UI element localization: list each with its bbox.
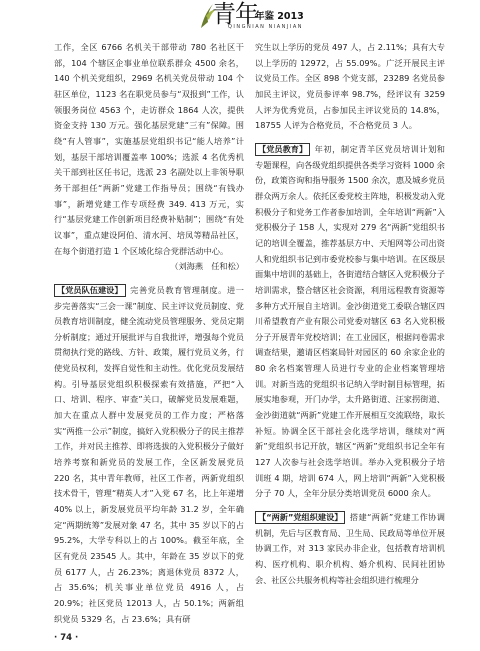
right-column bbox=[255, 40, 445, 588]
logo-year-label: 年鉴 2013 bbox=[255, 11, 304, 22]
logo-subtitle: QINGNIAN NIANJIAN bbox=[228, 24, 303, 30]
left-column bbox=[54, 40, 244, 627]
paragraph: 工作，全区 6766 名机关干部带动 780 名社区干部，104 个辖区企事业单位联系群众 4500 余名，140 个机关党组织，2969 名机关党员带动 104 个驻区单位，1123 名在职党员参与“双报到”工作，认领服务岗位 4563 个，走访群众 1864 人次，提供资金支持 130 万元。强化基层党建“三有”保障。围绕“有人管事”，实施基层党组织书记“能人培养”计划，基层干部培训覆盖率 100%；选派 4 名优秀机关干部到社区任书记，选派 23 名副处以上非领导职务干部担任“两新”党建工作指导员；围绕“有钱办事”，新增党建工作专项经费 349. 413 万元，实行“基层党建工作创新项目经费补贴制”；围绕“有处议事”，重点建设阿伯、清水河、培凤等精品社区，在每个街道打造 1 个区域化综合党群活动中心。 bbox=[54, 42, 244, 256]
paragraph: 年初，制定青羊区党员培训计划和专题课程，向各级党组织提供各类学习资料 1000 余份，政策咨询和指导服务 1500 余次，惠及城乡党员群众两万余人。依托区委党校主阵地，积极发动入党积极分子和党务工作者参加培训，全年培训“两新”入党积极分子 158 人，实现对 279 名“两新”党组织书记的培训全覆盖，推荐基层方中、天旭网等公司出资人和党组织书记到市委党校参与集中培训。在区级层面集中培训的基础上，各街道结合辖区入党积极分子培训需求，整合辖区社会资源，利用远程教育资源等多种方式开展自主培训。金沙街道党工委联合辖区四川希望教育产业有限公司党委对辖区 63 名入党积极分子开展青年党校培训；在工业园区，根据问卷需求调查结果，邀请区档案局针对园区的 60 余家企业的 80 余名档案管理人员进行专业的企业档案管理培训。对新当选的党组织书记纳入学时制目标管理，拓展实地参观，开门办学，太升路街道、汪家拐街道、金沙街道就“两新”党建工作开展相互交流联络，取长补短。协调全区干部社会化选学培训，继续对“两新”党组织书记开放，辖区“两新”党组织书记全年有 127 人次参与社会选学培训。举办入党积极分子培训班 4 期，培训 674 人，网上培训“两新”入党积极分子 70 人，全年分层分类培训党员 6000 余人。 bbox=[255, 143, 445, 499]
paragraph: 搭建“两新”党建工作协调机制，先后与区教育局、卫生局、民政局等单位开展协调工作，对 313 家民办非企业，包括教育培训机构、医疗机构、职介机构、婚介机构、民间社团协会、社区公共服务机构等社会组织进行梳理分 bbox=[255, 512, 445, 585]
author-signature: （刘海燕 任和松） bbox=[170, 261, 244, 272]
section-title: 【“两新”党组织建设】 bbox=[255, 511, 345, 524]
page-number: · 74 · bbox=[54, 633, 79, 643]
section-title: 【党员教育】 bbox=[255, 143, 310, 156]
section-title: 【党员队伍建设】 bbox=[54, 284, 126, 297]
paragraph: 完善党员教育管理制度。进一步完善落实“三会一课”制度、民主评议党员制度、党员教育培训制度，健全流动党员管理服务、党员定期分析制度；通过开展批评与自我批评，增强每个党员贯彻执行党的路线、方针、政策，履行党员义务，行使党员权利，发挥自觉性和主动性。优化党员发展结构。引导基层党组织积极探索有效措施，严把“入口、培训、程序、审查”关口，破解党员发展难题，加大在重点人群中发展党员的工作力度；严格落实“两推一公示”制度，搞好入党积极分子的民主推荐工作，并对民主推荐、即将选拔的入党积极分子做好培养考察和新党员的发展工作，全区新发展党员 220 名，其中青年教师，社区工作者，两新党组织技术骨干，管理“精英人才”入党 67 名，比上年递增 40% 以上，新发展党员平均年龄 31.2 岁，全年确定“两期统筹”发展对象 47 名，其中 35 岁以下的占 95.2%，大学专科以上的占 100%。截至年底，全区有党员 23545 人。其中，年龄在 35 岁以下的党员 6177 人，占 26.23%；离退休党员 8372 人，占 35.6%；机关事业单位党员 4916 人，占 20.9%；社区党员 12013 人，占 50.1%；两新组织党员 5329 名，占 23.6%；具有研 bbox=[54, 284, 244, 624]
logo-title: 青年 bbox=[212, 0, 258, 28]
paragraph: 究生以上学历的党员 497 人，占 2.11%；具有大专以上学历的 12972，占 55.09%。广泛开展民主评议党员工作。全区 898 个党支部，23289 名党员参加民主评议，党员参评率 98.7%，经评议有 3259 人评为优秀党员，占参加民主评议党员的 14.8%，18755 人评为合格党员，不合格党员 3 人。 bbox=[255, 42, 445, 131]
